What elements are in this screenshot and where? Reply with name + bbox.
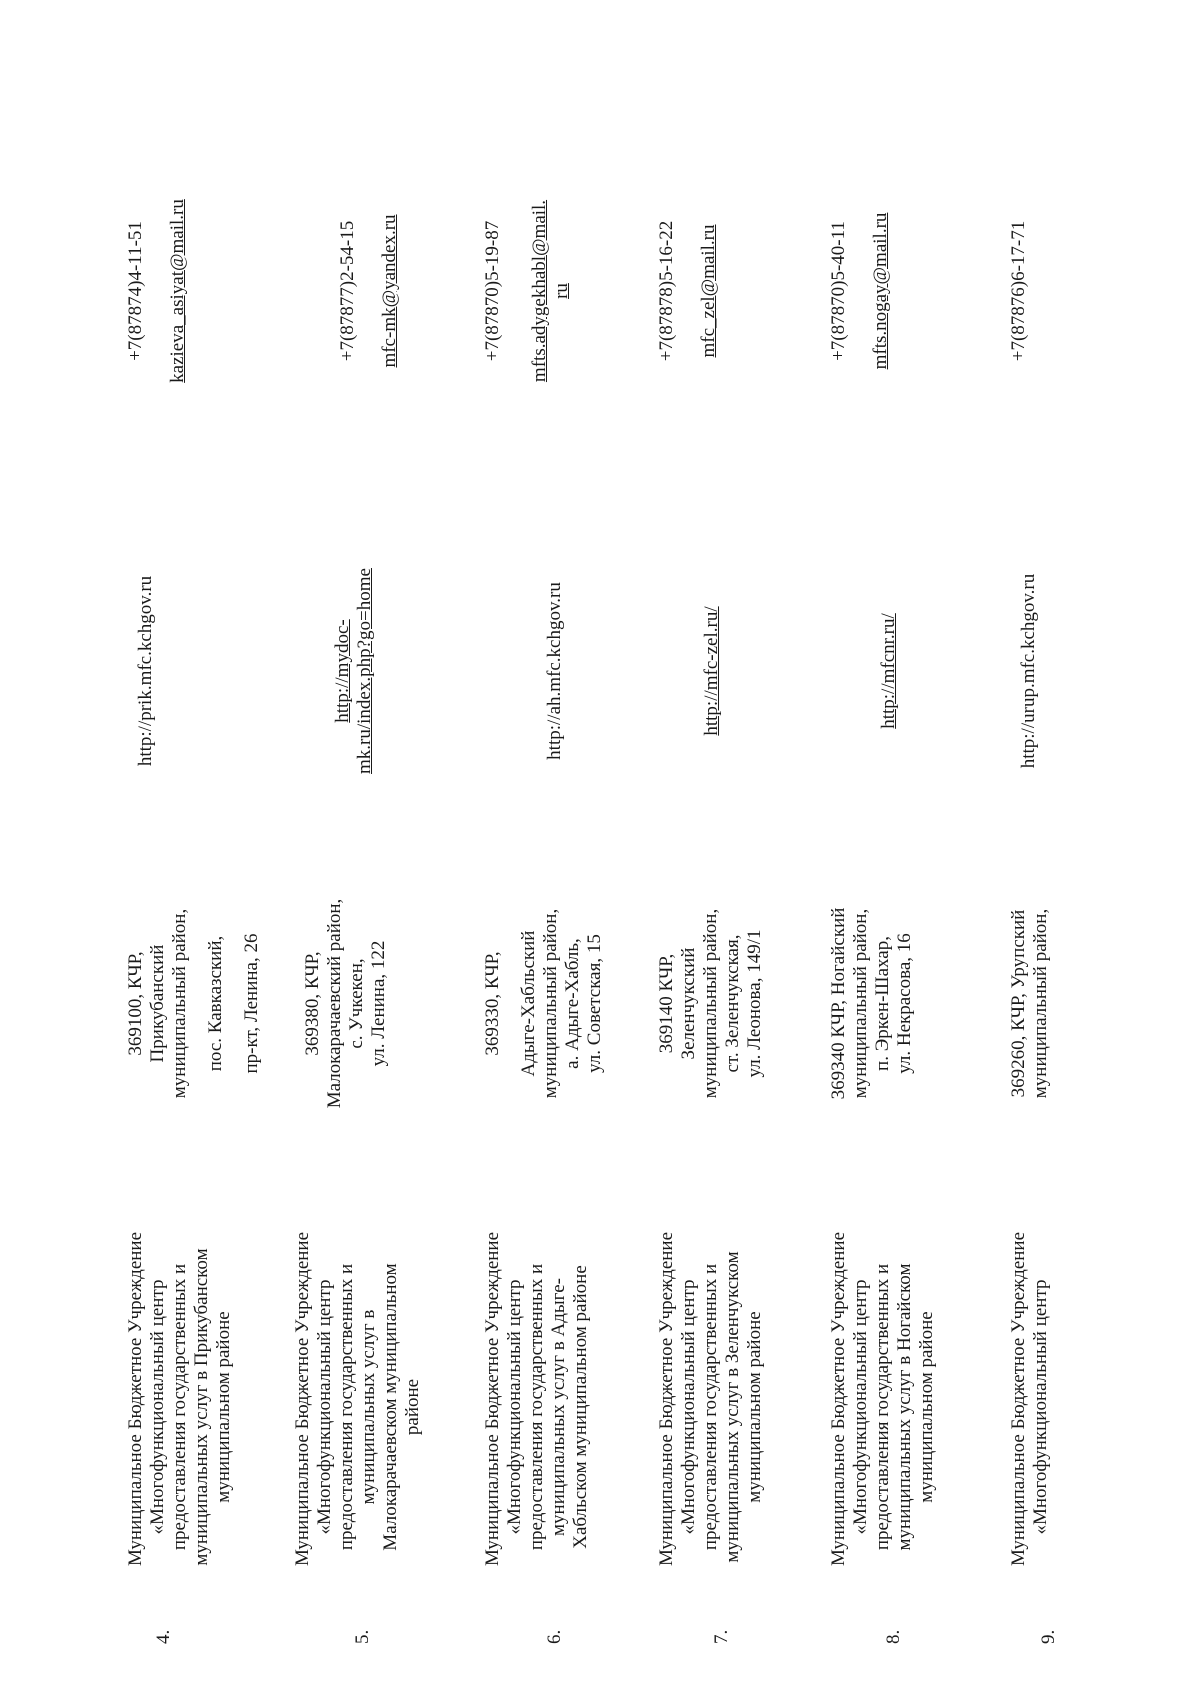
email-link[interactable]: mfts.adygekhabl@mail. [529,199,550,383]
contacts [656,126,720,456]
phone: +7(87874)4-11-51 [125,221,146,361]
organization-name: Муниципальное Бюджетное Учреждение «Многофункциональный центр [1008,1231,1051,1566]
organization-name: Муниципальное Бюджетное Учреждение «Многофункциональный центр предоставления государственных и муниципальных услуг в Зеленчукском муниципальном районе [656,1231,765,1566]
contacts [125,126,189,456]
contacts [482,126,573,456]
row-number: 4. [153,1629,174,1644]
website-link[interactable]: http://prik.mfc.kchgov.ru [135,575,156,767]
organization-name: Муниципальное Бюджетное Учреждение «Многофункциональный центр предоставления государственных и муниципальных услуг в Прикубанском муниципальном районе [125,1231,234,1566]
organization-name: Муниципальное Бюджетное Учреждение «Многофункциональный центр предоставления государственных и муниципальных услуг в Ногайском муниципальном районе [828,1231,937,1566]
website [482,516,566,826]
row-number: 9. [1038,1629,1059,1644]
website-link[interactable]: http://ah.mfc.kchgov.ru [544,582,565,760]
address: 369100, КЧР, Прикубанский муниципальный район, пос. Кавказский, пр-кт, Ленина, 26 [125,908,262,1099]
phone: +7(87877)2-54-15 [337,220,358,362]
contacts [828,126,892,456]
website-link[interactable]: http://mfc-zel.ru/ [701,606,722,736]
email-link[interactable]: mfc-mk@yandex.ru [379,214,400,368]
email-link[interactable]: kazieva_asiyat@mail.ru [167,199,188,383]
website [1008,516,1040,826]
email-link[interactable]: mfts.nogay@mail.ru [870,212,891,370]
organization-name: Муниципальное Бюджетное Учреждение «Многофункциональный центр предоставления государственных и муниципальных услуг в Малокарачаевском муниципальном районе [292,1231,423,1566]
website-link[interactable]: http://urup.mfc.kchgov.ru [1018,573,1039,769]
phone: +7(87878)5-16-22 [656,220,677,362]
website [292,516,376,826]
contacts [292,126,401,456]
phone: +7(87876)6-17-71 [1008,220,1029,362]
phone: +7(87870)5-19-87 [482,220,503,362]
contacts [1008,126,1030,456]
website-link[interactable]: http://mydoc- [332,619,353,723]
address: 369340 КЧР, Ногайский муниципальный район, п. Эркен-Шахар, ул. Некрасова, 16 [828,907,915,1100]
website-link[interactable]: http://mfcnr.ru/ [878,613,899,729]
phone: +7(87870)5-40-11 [828,221,849,361]
address: 369140 КЧР, Зеленчукский муниципальный район, ст. Зеленчукская, ул. Леонова, 149/1 [656,908,765,1099]
organization-name: Муниципальное Бюджетное Учреждение «Многофункциональный центр предоставления государственных и муниципальных услуг в Адыге- Хабльском муниципальном районе [482,1231,591,1566]
website [828,516,900,826]
website-link[interactable]: mk.ru/index.php?go=home [354,568,375,774]
row-number: 8. [883,1629,904,1644]
address: 369380, КЧР, Малокарачаевский район, с. Учкекен, ул. Ленина, 122 [302,898,389,1109]
address: 369330, КЧР, Адыге-Хабльский муниципальный район, а. Адыге-Хабль, ул. Советская, 15 [482,908,605,1099]
row-number: 6. [544,1629,565,1644]
row-number: 5. [352,1629,373,1644]
address: 369260, КЧР, Урупский муниципальный район, [1008,908,1051,1099]
email-link[interactable]: ru [551,283,572,299]
website [125,516,157,826]
email-link[interactable]: mfc_zel@mail.ru [698,224,719,358]
row-number: 7. [711,1629,732,1644]
website [656,516,723,826]
